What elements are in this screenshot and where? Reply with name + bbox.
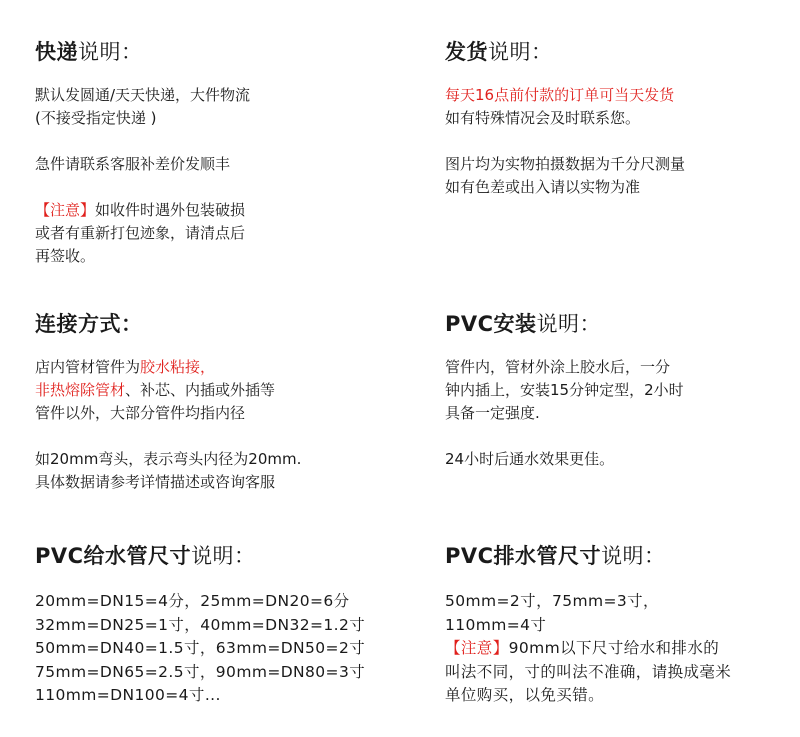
shipping-line: (不接受指定快递 ): [35, 109, 157, 127]
drain-line: 单位购买，以免买错。: [445, 686, 605, 704]
drain-pipe-title-rest: 说明：: [601, 544, 666, 568]
install-line: 管件内，管材外涂上胶水后，一分: [445, 358, 671, 376]
connection-line: 如20mm弯头，表示弯头内径为20mm.: [35, 450, 302, 468]
notice-tag: 【注意】: [445, 639, 509, 657]
connection-text: 店内管材管件为: [35, 358, 141, 376]
dispatch-body: [445, 84, 800, 199]
install-line: 24小时后通水效果更佳。: [445, 450, 615, 468]
shipping-body: [35, 84, 395, 268]
connection-line: [35, 379, 395, 402]
shipping-line: 再签收。: [35, 247, 96, 265]
drain-note-line: [445, 637, 800, 661]
drain-pipe-section: [445, 542, 800, 708]
dispatch-title-bold: 发货: [445, 40, 488, 64]
water-pipe-title-bold: PVC给水管尺寸: [35, 544, 192, 568]
dispatch-line: 图片均为实物拍摄数据为千分尺测量: [445, 155, 686, 173]
dispatch-highlight: 每天16点前付款的订单可当天发货: [445, 86, 675, 104]
install-title-bold: PVC安装: [445, 312, 537, 336]
drain-note-text: 90mm以下尺寸给水和排水的: [508, 639, 720, 657]
dispatch-title-rest: 说明：: [488, 40, 553, 64]
shipping-line: 默认发圆通/天天快递，大件物流: [35, 86, 251, 104]
drain-pipe-title-bold: PVC排水管尺寸: [445, 544, 602, 568]
connection-line: [35, 356, 395, 379]
connection-body: [35, 356, 395, 494]
size-row: 20mm=DN15=4分，25mm=DN20=6分: [35, 592, 350, 610]
drain-pipe-title: [445, 542, 800, 570]
water-pipe-title-rest: 说明：: [191, 544, 256, 568]
dispatch-line: 如有色差或出入请以实物为准: [445, 178, 641, 196]
shipping-section: [35, 38, 395, 268]
connection-title-bold: 连接方式：: [35, 312, 143, 336]
connection-highlight: 非热熔除管材: [35, 381, 126, 399]
size-row: 75mm=DN65=2.5寸，90mm=DN80=3寸: [35, 662, 366, 681]
drain-line: 叫法不同，寸的叫法不准确，请换成毫米: [445, 662, 732, 681]
water-pipe-section: [35, 542, 395, 708]
shipping-line: 急件请联系客服补差价发顺丰: [35, 155, 231, 173]
connection-line: 管件以外，大部分管件均指内径: [35, 404, 246, 422]
dispatch-line: 如有特殊情况会及时联系您。: [445, 109, 641, 127]
size-row: 110mm=DN100=4寸...: [35, 686, 221, 704]
install-line: 具备一定强度.: [445, 404, 540, 422]
shipping-note-text: 如收件时遇外包装破损: [95, 201, 246, 219]
shipping-title-bold: 快递: [35, 40, 78, 64]
connection-text: 、补芯、内插或外插等: [125, 381, 276, 399]
connection-highlight: 胶水粘接，: [140, 358, 216, 376]
notice-tag: 【注意】: [35, 201, 96, 219]
dispatch-title: [445, 38, 800, 66]
size-row: 50mm=DN40=1.5寸，63mm=DN50=2寸: [35, 639, 366, 657]
water-pipe-body: [35, 590, 395, 708]
install-line: 钟内插上，安装15分钟定型，2小时: [445, 381, 684, 399]
size-row: 32mm=DN25=1寸，40mm=DN32=1.2寸: [35, 615, 366, 634]
connection-title: [35, 310, 395, 338]
install-title: [445, 310, 800, 338]
drain-line: 50mm=2寸，75mm=3寸，: [445, 592, 659, 610]
drain-pipe-body: [445, 590, 800, 708]
dispatch-section: [445, 38, 800, 199]
connection-section: [35, 310, 395, 494]
drain-line: 110mm=4寸: [445, 615, 547, 634]
install-body: [445, 356, 800, 471]
connection-line: 具体数据请参考详情描述或咨询客服: [35, 473, 276, 491]
shipping-title-rest: 说明：: [78, 40, 143, 64]
water-pipe-title: [35, 542, 395, 570]
shipping-title: [35, 38, 395, 66]
install-title-rest: 说明：: [536, 312, 602, 336]
install-section: [445, 310, 800, 471]
shipping-note-line: [35, 199, 395, 222]
shipping-line: 或者有重新打包迹象，请清点后: [35, 224, 246, 242]
